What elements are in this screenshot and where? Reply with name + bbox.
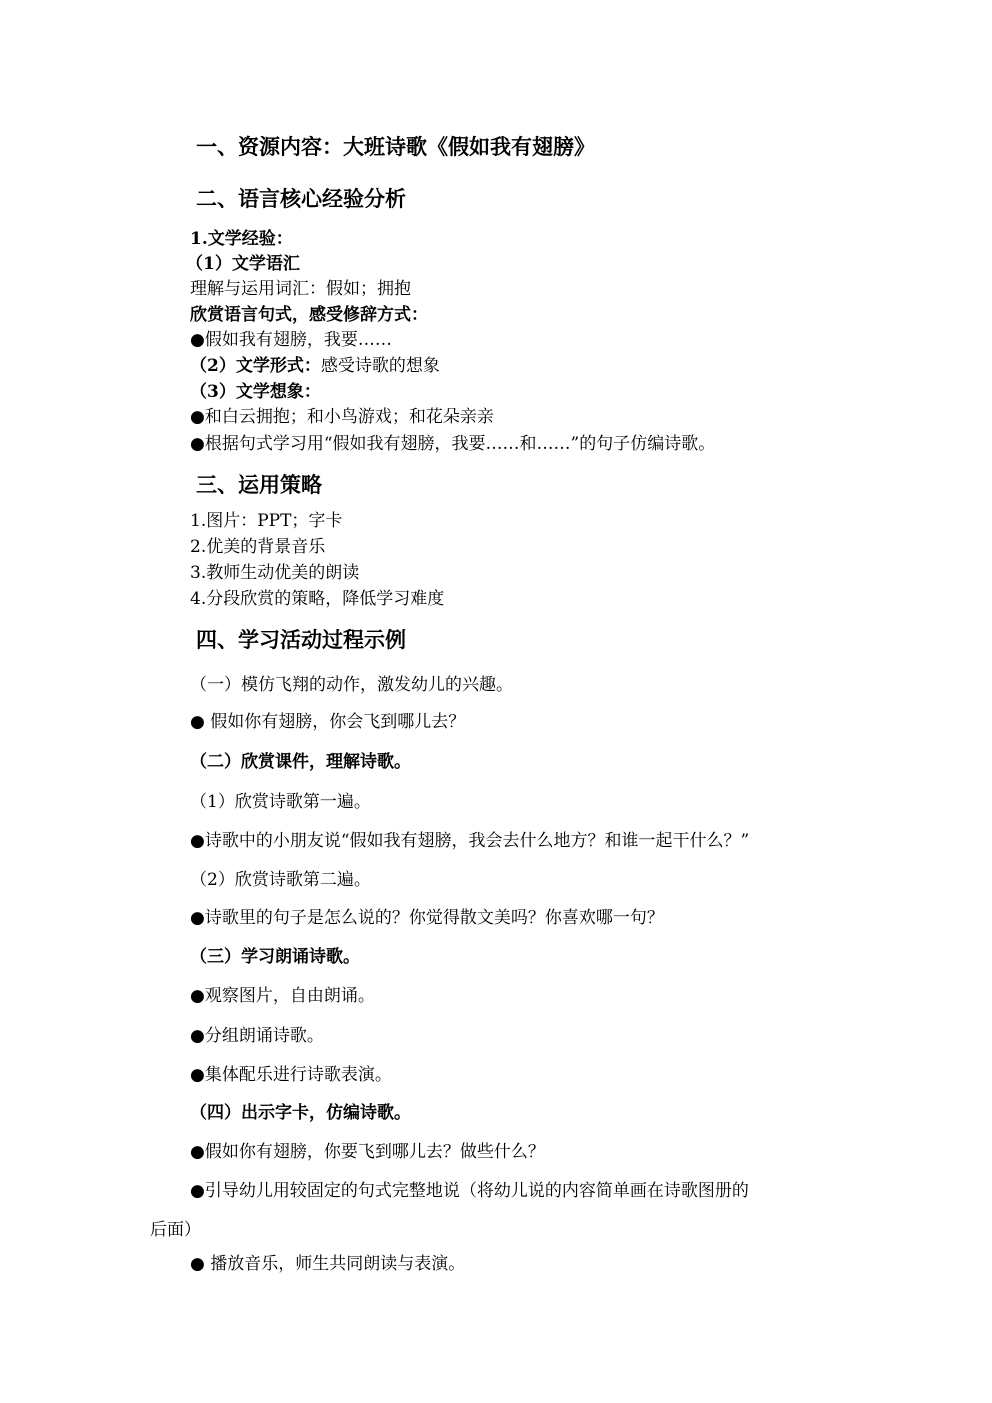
imagination-item-1: ●和白云拥抱；和小鸟游戏；和花朵亲亲: [190, 407, 494, 427]
step-3-item-2: ●分组朗诵诗歌。: [190, 1026, 324, 1046]
strategy-item: 2.优美的背景音乐: [190, 537, 326, 557]
sentence-pattern-title: 欣赏语言句式，感受修辞方式：: [190, 305, 428, 325]
step-2-first-question: ●诗歌中的小朋友说“假如我有翅膀，我会去什么地方？和谁一起干什么？”: [190, 831, 750, 851]
literary-form-label: （2）文学形式：: [190, 356, 321, 376]
vocabulary-title: （1）文学语汇: [186, 254, 300, 274]
step-2-second-reading: （2）欣赏诗歌第二遍。: [190, 870, 371, 890]
strategy-item: 3.教师生动优美的朗读: [190, 563, 360, 583]
section-3-heading: 三、运用策略: [196, 472, 322, 497]
step-1-question: ● 假如你有翅膀，你会飞到哪儿去？: [190, 712, 466, 732]
literary-form-text: 感受诗歌的想象: [320, 356, 440, 376]
section-1-heading: 一、资源内容：大班诗歌《假如我有翅膀》: [196, 134, 595, 159]
step-2-title: （二）欣赏课件，理解诗歌。: [190, 752, 411, 772]
step-4-item-2-continuation: 后面）: [150, 1220, 201, 1240]
imagination-title: （3）文学想象：: [190, 382, 321, 402]
strategy-item: 1.图片：PPT；字卡: [190, 511, 343, 531]
literary-experience-title: 1.文学经验：: [190, 229, 293, 249]
step-4-item-3: ● 播放音乐，师生共同朗读与表演。: [190, 1254, 466, 1274]
section-2-heading: 二、语言核心经验分析: [196, 186, 406, 211]
section-4-heading: 四、学习活动过程示例: [196, 627, 406, 652]
literary-form-line: [190, 358, 440, 375]
step-4-item-2: ●引导幼儿用较固定的句式完整地说（将幼儿说的内容简单画在诗歌图册的: [190, 1181, 749, 1201]
imagination-item-2: ●根据句式学习用“假如我有翅膀，我要……和……”的句子仿编诗歌。: [190, 434, 716, 454]
strategy-item: 4.分段欣赏的策略，降低学习难度: [190, 589, 445, 609]
step-3-item-3: ●集体配乐进行诗歌表演。: [190, 1065, 392, 1085]
step-2-second-question: ●诗歌里的句子是怎么说的？你觉得散文美吗？你喜欢哪一句？: [190, 908, 664, 928]
vocabulary-words: 理解与运用词汇：假如；拥抱: [190, 279, 411, 299]
step-4-item-1: ●假如你有翅膀，你要飞到哪儿去？做些什么？: [190, 1142, 545, 1162]
step-3-item-1: ●观察图片，自由朗诵。: [190, 986, 375, 1006]
step-4-title: （四）出示字卡，仿编诗歌。: [190, 1103, 411, 1123]
step-3-title: （三）学习朗诵诗歌。: [190, 947, 360, 967]
sentence-pattern-example: ●假如我有翅膀，我要……: [190, 330, 392, 350]
step-2-first-reading: （1）欣赏诗歌第一遍。: [190, 792, 371, 812]
step-1-title: （一）模仿飞翔的动作，激发幼儿的兴趣。: [190, 675, 513, 695]
